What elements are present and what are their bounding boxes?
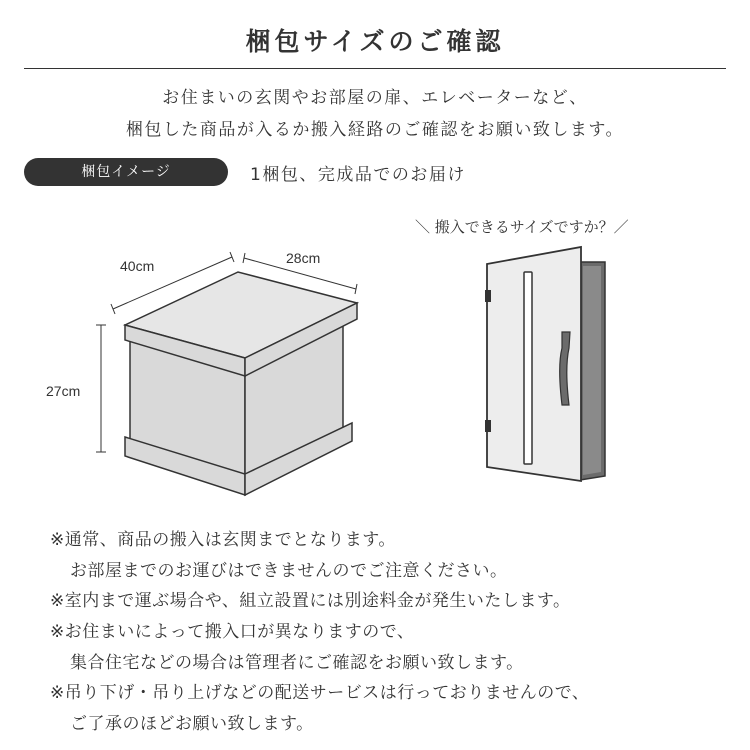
note-line: ※吊り下げ・吊り上げなどの配送サービスは行っておりませんので、 [50, 683, 590, 704]
package-image-badge: 梱包イメージ [24, 158, 228, 186]
package-caption: 1梱包、完成品でのお届け [250, 165, 466, 185]
note-line: ※お住まいによって搬入口が異なりますので、 [50, 622, 415, 643]
notes-list [50, 525, 589, 740]
intro-line-2: 梱包した商品が入るか搬入経路のご確認をお願い致します。 [125, 120, 625, 140]
depth-label: 28cm [286, 250, 321, 266]
width-label: 40cm [120, 258, 155, 274]
note-line: ※室内まで運ぶ場合や、組立設置には別途料金が発生いたします。 [50, 591, 571, 612]
note-line: 集合住宅などの場合は管理者にご確認をお願い致します。 [70, 652, 524, 673]
page-title: 梱包サイズのご確認 [245, 27, 505, 56]
note-line: ※通常、商品の搬入は玄関までとなります。 [50, 530, 396, 550]
package-box-illustration [46, 250, 357, 495]
door-window-slit [524, 272, 532, 464]
door-hinge-top [485, 290, 491, 302]
note-line: お部屋までのお運びはできませんのでご注意ください。 [70, 560, 508, 581]
door-hinge-bottom [485, 420, 491, 432]
door-question: ＼ 搬入できるサイズですか？／ [415, 218, 629, 236]
intro-line-1: お住まいの玄関やお部屋の扉、エレベーターなど、 [162, 88, 588, 108]
height-label: 27cm [46, 383, 81, 399]
note-line: ご了承のほどお願い致します。 [70, 714, 314, 735]
door-illustration [415, 218, 629, 481]
